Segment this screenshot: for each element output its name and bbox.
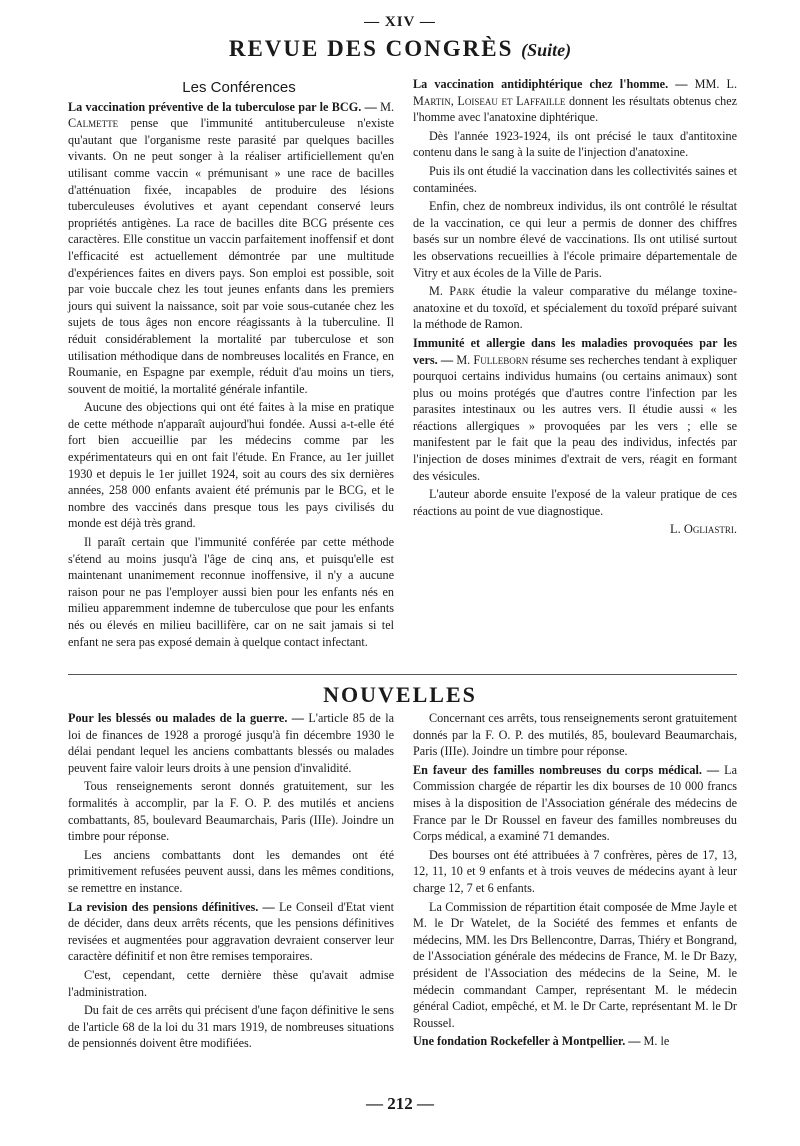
news-large-families-heading: En faveur des familles nombreuses du corps médical. — — [413, 762, 720, 777]
article-allergy-p2: L'auteur aborde ensuite l'exposé de la valeur pratique de ces réactions au point de vue diagnostique. — [413, 487, 737, 518]
news-rockefeller-text: M. le — [643, 1034, 670, 1049]
news-large-families-p1 — [413, 762, 737, 845]
article-diphtheria-p5 — [413, 283, 737, 333]
article-bcg-author: M. Calmette — [68, 99, 394, 131]
page-number: — 212 — — [366, 1094, 434, 1113]
news-pensions-text: Le Conseil d'Etat vient de décider, dans deux arrêts récents, que les pensions définitives revisées et augmentées pour aggravation devraient conserver leur caractère définitif et non être remises temporaires. — [68, 899, 394, 964]
news-large-families-p2: Des bourses ont été attribuées à 7 confrères, pères de 17, 13, 12, 11, 10 et 9 enfants et à trois veuves de médecins ayant à leur charge 12, 7 et 6 enfants. — [413, 847, 737, 895]
section-divider — [68, 674, 737, 675]
news-war-wounded-text: L'article 85 de la loi de finances de 1928 a prorogé jusqu'à fin décembre 1930 le délai pendant lequel les anciens combattants blessés ou malades peuvent faire valoir leurs droits à une pension d'invalidité. — [68, 711, 394, 775]
article-diphtheria-heading: La vaccination antidiphtérique chez l'homme. — — [413, 77, 688, 91]
section-title-nouvelles: NOUVELLES — [323, 682, 477, 707]
news-war-wounded-heading: Pour les blessés ou malades de la guerre. — — [68, 711, 304, 725]
news-war-wounded-p2: Tous renseignements seront donnés gratuitement, sur les formalités à accomplir, par la F. O. P. des mutilés et anciens combattants, 85, boulevard Beaumarchais, Paris (IIIe). Joindre un timbre pour réponse. — [68, 779, 394, 844]
article-diphtheria-p5-author: M. Park — [429, 284, 476, 299]
conferences-column-right — [413, 76, 737, 540]
news-war-wounded-p1 — [68, 710, 394, 776]
article-bcg-heading: La vaccination préventive de la tuberculose par le BCG. — — [68, 99, 377, 114]
section-title-suffix: (Suite) — [521, 40, 572, 60]
article-allergy-p1 — [413, 335, 737, 484]
article-bcg-p1 — [68, 99, 394, 398]
article-bcg-p2: Aucune des objections qui ont été faites à la mise en pratique de cette méthode n'apparaît aujourd'hui fondée. Aussi a-t-elle été fort bien accueillie par les médecins comme par les expérimentateurs qui en ont fait l'étude. En France, au 1er juillet 1930 et depuis le 1er juillet 1924, soit au cours des six dernières années, 258 000 enfants avaient été prémunis par le BCG, et le nombre des vaccinés dans presque tous les pays civilisés du monde est déjà très grand. — [68, 400, 394, 531]
article-diphtheria-p5-text: étudie la valeur comparative du mélange toxine-anatoxine et du toxoïd, et spécialement du toxoïd préparé suivant la méthode de Ramon. — [413, 284, 738, 332]
news-war-wounded-p3: Les anciens combattants dont les demandes ont été primitivement refusées peuvent aussi, dans les mêmes conditions, se remettre en instance. — [68, 847, 394, 895]
conferences-column-left — [68, 80, 394, 652]
page-header-roman: — XIV — — [364, 14, 436, 30]
section-title-revue-des-congres — [0, 36, 800, 62]
article-diphtheria-p1 — [413, 76, 737, 126]
article-signature: L. Ogliastri. — [669, 522, 737, 537]
article-diphtheria-authors: MM. L. Martin, Loiseau et Laffaille — [413, 77, 738, 108]
news-pensions-p3: Du fait de ces arrêts qui précisent d'une façon définitive le sens de l'article 68 de la loi du 31 mars 1919, de nombreuses situations de pensionnés doivent être modifiées. — [68, 1003, 394, 1051]
article-diphtheria-text: donnent les résultats obtenus chez l'homme avec l'anatoxine diphtérique. — [413, 93, 738, 125]
article-bcg-text: pense que l'immunité antituberculeuse n'existe qu'autant que l'organisme reste parasité par quelques bacilles vivants. On ne peut songer à la réaliser artificiellement qu'en utilisant comme vaccin « prémunisant » une race de bacilles d'atténuation fixée, incapables de produire des lésions tuberculeuses évolutives et ayant cependant conservé leurs propriétés antigènes. La race de bacilles dite BCG présente ces caractères. Elle constitue un vaccin parfaitement inoffensif et dont l'efficacité est actuellement démontrée par une multitude d'expériences faites en divers pays. Son emploi est possible, soit par voie buccale chez les tout jeunes enfants dans les premiers jours qui suivent la naissance, soit par voie sous-cutanée chez les sujets de tous âges non encore réagissants à la tuberculine. Il réduit considérablement la mortalité par tuberculose et son utilisation méthodique dans de nombreuses localités en France, en Roumanie, en Espagne par exemple, réduit d'au moins un tiers, souvent de moitié, la mortalité générale infantile. — [68, 116, 394, 396]
news-column-right — [413, 710, 737, 1052]
news-column-left — [68, 710, 394, 1054]
news-pensions-heading: La revision des pensions définitives. — — [68, 899, 275, 914]
article-allergy-author: M. Fulleborn — [456, 352, 529, 367]
news-rockefeller-p1 — [413, 1033, 737, 1050]
article-bcg-p3: Il paraît certain que l'immunité conférée par cette méthode s'étend au moins jusqu'à l'âge de cinq ans, et puisqu'elle est maintenant unanimement reconnue inoffensive, il n'y a aucune raison pour ne pas l'employer aussi bien pour les enfants nés en milieu apparemment indemne de tuberculose que pour les enfants nés ou élevés en milieu bacillifère, car on ne sait jamais si tel enfant ne sera pas exposé demain à quelque contact infectant. — [68, 535, 394, 649]
conferences-subtitle: Les Conférences — [182, 79, 296, 96]
news-large-families-text: La Commission chargée de répartir les dix bourses de 10 000 francs mises à la disposition de l'Association générale des médecins de France par le Dr Roussel en faveur des familles nombreuses du Corps médical, a examiné 71 demandes. — [413, 762, 737, 844]
article-allergy-heading: Immunité et allergie dans les maladies provoquées par les vers. — — [413, 335, 737, 367]
article-diphtheria-p4: Enfin, chez de nombreux individus, ils ont contrôlé le résultat de la vaccination, ce qui leur a permis de donner des chiffres basés sur un nombre élevé de vaccinations. Ils ont utilisé surtout les observations recueillies à l'école primaire départementale de Vitry et aux écoles de la Ville de Paris. — [413, 199, 737, 280]
article-allergy-text: résume ses recherches tendant à expliquer pourquoi certains individus humains (ou certains animaux) sont plus ou moins protégés que d'autres contre l'infection par les parasites intestinaux ou les autres vers. Il étudie aussi « les réactions allergiques » provoquées par les vers ; elle se manifestent par le fait que la peau des individus, infectés par l'injection de doses minimes d'extrait de vers, réagit en formant des vésicules. — [413, 352, 737, 483]
news-pensions-p2: C'est, cependant, cette dernière thèse qu'avait admise l'administration. — [68, 967, 394, 999]
news-pensions-p4: Concernant ces arrêts, tous renseignements seront gratuitement donnés par la F. O. P. des mutilés, 85, boulevard Beaumarchais, Paris (IIIe). Joindre un timbre pour réponse. — [413, 711, 737, 759]
section-title-text: REVUE DES CONGRÈS — [228, 36, 514, 61]
news-pensions-p1 — [68, 899, 394, 965]
news-large-families-p3: La Commission de répartition était composée de Mme Jayle et M. le Dr Watelet, de la Société des femmes et enfants de médecins, MM. les Drs Bellencontre, Darras, Thiéry et Bongrand, de l'Association générale des médecins de France, M. le Dr Bazy, président de l'Association des médecins de la Seine, M. le médecin commandant Camper, représentant M. le médecin général Cadiot, empêché, et M. le Dr Carte, représentant M. le Dr Roussel. — [413, 899, 737, 1030]
article-diphtheria-p3: Puis ils ont étudié la vaccination dans les collectivités saines et contaminées. — [413, 163, 737, 195]
article-diphtheria-p2: Dès l'année 1923-1924, ils ont précisé le taux d'antitoxine contenu dans le sang à la suite de l'injection d'anatoxine. — [413, 128, 737, 160]
news-rockefeller-heading: Une fondation Rockefeller à Montpellier. — — [413, 1034, 641, 1049]
